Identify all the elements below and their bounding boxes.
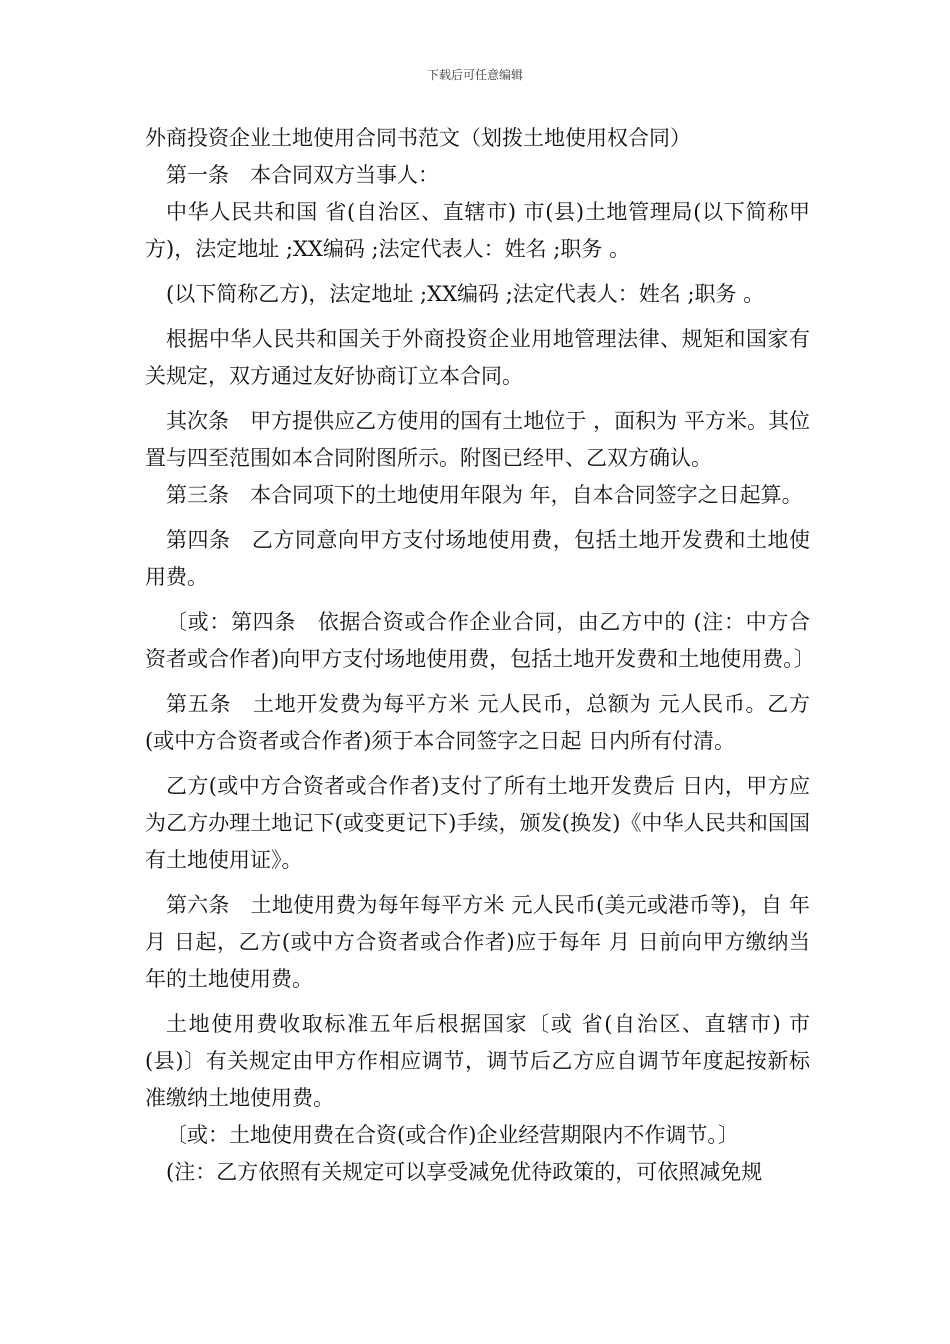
- paragraph-note: (注：乙方依照有关规定可以享受减免优待政策的，可依照减免规: [166, 1160, 763, 1184]
- paragraph-article-5: 第五条 土地开发费为每平方米 元人民币，总额为 元人民币。乙方(或中方合资者或合作者)须于本合同签字之日起 日内所有付清。: [145, 692, 810, 753]
- paragraph-article-4: 第四条 乙方同意向甲方支付场地使用费，包括土地开发费和土地使用费。: [145, 528, 810, 589]
- paragraph-article-1: 第一条 本合同双方当事人：: [166, 163, 439, 187]
- paragraph-fee-alt: 〔或：土地使用费在合资(或合作)企业经营期限内不作调节。〕: [166, 1123, 739, 1147]
- paragraph-article-3: 第三条 本合同项下的土地使用年限为 年，自本合同签字之日起算。: [166, 483, 803, 507]
- paragraph-article-6: 第六条 土地使用费为每年每平方米 元人民币(美元或港币等)，自 年 月 日起，乙方(或中方合资者或合作者)应于每年 月 日前向甲方缴纳当年的土地使用费。: [145, 893, 810, 991]
- document-body: [145, 120, 815, 1191]
- paragraph-article-5-cont: 乙方(或中方合资者或合作者)支付了所有土地开发费后 日内，甲方应为乙方办理土地记下(或变更记下)手续，颁发(换发)《中华人民共和国国有土地使用证》。: [145, 774, 810, 872]
- paragraph-basis: 根据中华人民共和国关于外商投资企业用地管理法律、规矩和国家有关规定，双方通过友好协商订立本合同。: [145, 327, 810, 388]
- paragraph-article-4-alt: 〔或：第四条 依据合资或合作企业合同，由乙方中的 (注：中方合资者或合作者)向甲方支付场地使用费，包括土地开发费和土地使用费。〕: [145, 610, 815, 671]
- page-header: 下载后可任意编辑: [426, 68, 523, 82]
- paragraph-party-a: 中华人民共和国 省(自治区、直辖市) 市(县)土地管理局(以下简称甲方)，法定地址 ;XX编码 ;法定代表人：姓名 ;职务 。: [145, 200, 810, 261]
- paragraph-fee-adjustment: 土地使用费收取标准五年后根据国家〔或 省(自治区、直辖市) 市(县)〕有关规定由甲方作相应调节，调节后乙方应自调节年度起按新标准缴纳土地使用费。: [145, 1012, 810, 1110]
- paragraph-article-2: 其次条 甲方提供应乙方使用的国有土地位于 ，面积为 平方米。其位置与四至范围如本合同附图所示。附图已经甲、乙双方确认。: [145, 409, 810, 470]
- document-title: 外商投资企业土地使用合同书范文（划拨土地使用权合同）: [145, 126, 691, 150]
- paragraph-party-b: (以下简称乙方)，法定地址 ;XX编码 ;法定代表人：姓名 ;职务 。: [166, 282, 765, 306]
